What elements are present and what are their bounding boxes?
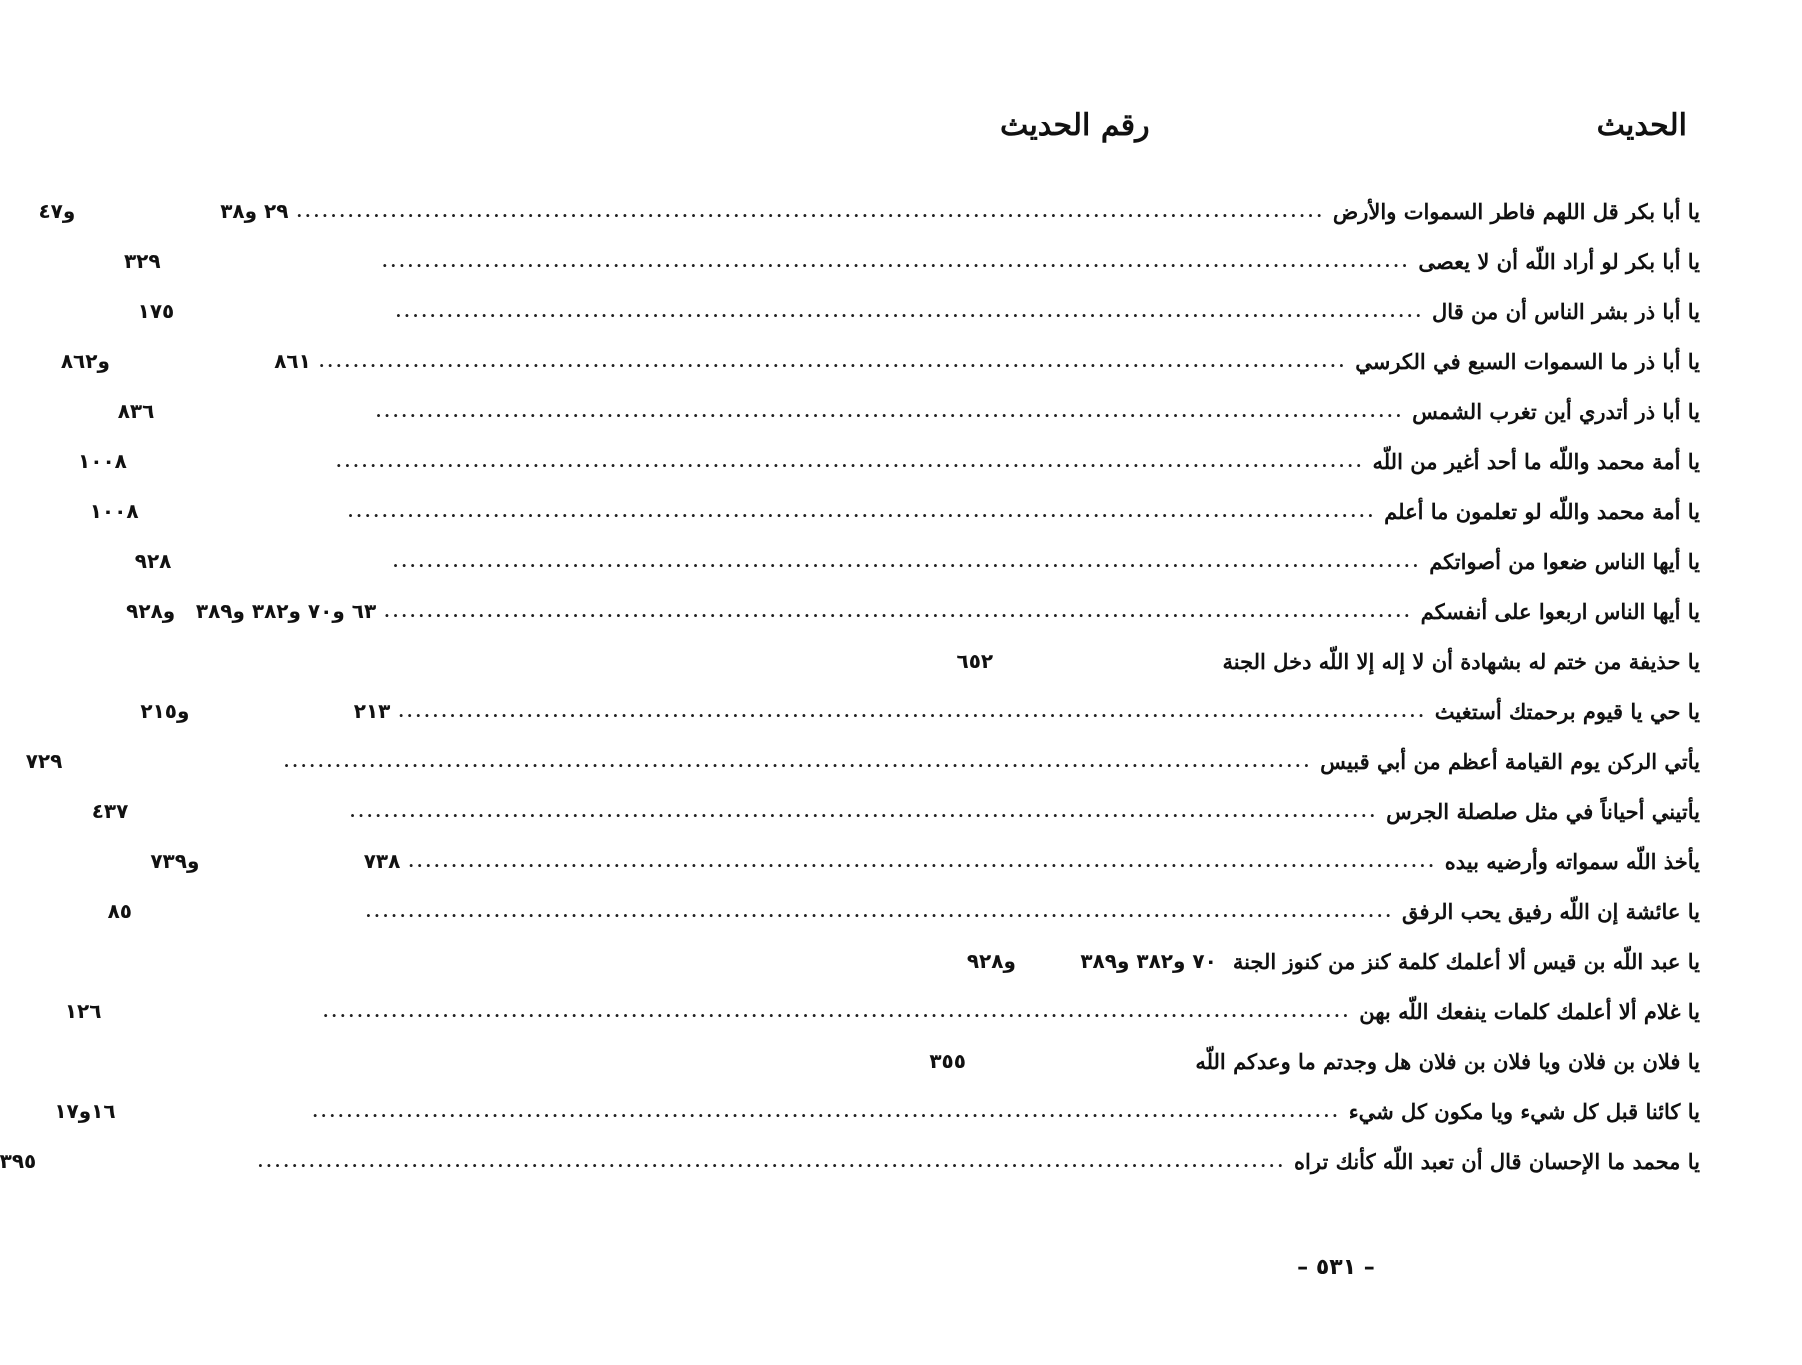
dot-leader: ........................................................................................................................	[296, 201, 1325, 221]
hadith-text: يأخذ اللّه سمواته وأرضيه بيده	[1444, 848, 1700, 874]
index-entry	[123, 236, 1700, 286]
index-entry	[134, 536, 1700, 586]
hadith-text: يا أيها الناس ضعوا من أصواتكم	[1429, 548, 1700, 574]
hadith-text: يا عائشة إن اللّه رفيق يحب الرفق	[1402, 898, 1700, 924]
index-entry	[64, 986, 1700, 1036]
dot-leader: ........................................................................................................................	[384, 601, 1413, 621]
hadith-text: يا حذيفة من ختم له بشهادة أن لا إله إلا اللّه دخل الجنة	[1222, 648, 1700, 674]
dot-leader: ........................................................................................................................	[392, 551, 1422, 571]
hadith-number-secondary: ٦٥٢	[956, 649, 994, 673]
hadith-number-secondary: ١٢٦	[64, 999, 102, 1023]
hadith-numbers	[929, 1049, 1179, 1073]
hadith-text: يأتي الركن يوم القيامة أعظم من أبي قبيس	[1320, 748, 1700, 774]
index-entry	[137, 286, 1700, 336]
hadith-text: يا أمة محمد واللّه ما أحد أغير من اللّه	[1372, 448, 1700, 474]
hadith-number-secondary: و٩٢٨	[966, 949, 1016, 973]
hadith-numbers	[967, 949, 1217, 973]
hadith-number-primary: ٧٣٨	[363, 849, 401, 873]
hadith-numbers	[78, 449, 328, 473]
page-header	[1000, 100, 1687, 150]
hadith-number-secondary: و٧٣٩	[150, 849, 200, 873]
dot-leader: ........................................................................................................................	[347, 501, 1377, 521]
hadith-number-secondary: ١٠٠٨	[89, 499, 139, 523]
hadith-number-secondary: ٤٣٧	[91, 799, 129, 823]
dot-leader: ........................................................................................................................	[408, 851, 1437, 871]
hadith-number-secondary: ٨٣٦	[117, 399, 155, 423]
dot-leader: ........................................................................................................................	[322, 1001, 1352, 1021]
hadith-numbers	[138, 299, 388, 323]
hadith-column-title: الحديث	[1596, 107, 1687, 143]
hadith-text: يا فلان بن فلان ويا فلان بن فلان هل وجدتم ما وعدكم اللّه	[1195, 1048, 1700, 1074]
dot-leader: ........................................................................................................................	[381, 251, 1411, 271]
index-entry	[89, 486, 1700, 536]
hadith-text: يا عبد اللّه بن قيس ألا أعلمك كلمة كنز من كنوز الجنة	[1232, 948, 1700, 974]
hadith-number-secondary: ٣٩٥	[0, 1149, 37, 1173]
hadith-number-column-title: رقم الحديث	[1000, 107, 1150, 143]
hadith-number-secondary: و٢١٥	[140, 699, 190, 723]
hadith-text: يا غلام ألا أعلمك كلمات ينفعك اللّه بهن	[1359, 998, 1700, 1024]
hadith-numbers	[140, 699, 390, 723]
hadith-text: يا أبا ذر بشر الناس أن من قال	[1432, 298, 1700, 324]
index-entry	[126, 586, 1700, 636]
hadith-index-list	[0, 186, 1700, 1186]
hadith-number-secondary: و٩٢٨	[126, 599, 176, 623]
hadith-text: يا كائنا قبل كل شيء ويا مكون كل شيء	[1348, 1098, 1700, 1124]
hadith-number-secondary: ٩٢٨	[134, 549, 172, 573]
hadith-text: يا أبا بكر قل اللهم فاطر السموات والأرض	[1332, 198, 1700, 224]
dot-leader: ........................................................................................................................	[375, 401, 1405, 421]
hadith-text: يا أيها الناس اربعوا على أنفسكم	[1420, 598, 1700, 624]
hadith-text: يا أبا بكر لو أراد اللّه أن لا يعصى	[1418, 248, 1700, 274]
hadith-numbers	[956, 649, 1206, 673]
hadith-numbers	[126, 599, 376, 623]
hadith-numbers	[61, 349, 311, 373]
hadith-number-secondary: و٤٧	[38, 199, 76, 223]
index-entry	[140, 686, 1700, 736]
hadith-numbers	[90, 499, 340, 523]
hadith-text: يأتيني أحياناً في مثل صلصلة الجرس	[1386, 798, 1700, 824]
hadith-number-primary: ٢١٣	[353, 699, 391, 723]
hadith-text: يا حي يا قيوم برحمتك أستغيث	[1434, 698, 1700, 724]
dot-leader: ........................................................................................................................	[283, 751, 1313, 771]
hadith-numbers	[135, 549, 385, 573]
hadith-numbers	[124, 249, 374, 273]
index-entry	[78, 436, 1700, 486]
hadith-number-primary: ٧٠ و٣٨٢ و٣٨٩	[1080, 949, 1217, 973]
hadith-number-secondary: ٣٥٥	[929, 1049, 966, 1073]
index-entry	[929, 1036, 1700, 1086]
hadith-numbers	[0, 1149, 250, 1173]
dot-leader: ........................................................................................................................	[349, 801, 1379, 821]
hadith-text: يا أبا ذر أتدري أين تغرب الشمس	[1412, 398, 1700, 424]
hadith-number-primary: ٢٩ و٣٨	[220, 199, 289, 223]
hadith-numbers	[118, 399, 368, 423]
dot-leader: ........................................................................................................................	[365, 901, 1394, 921]
hadith-number-secondary: و٨٦٢	[60, 349, 110, 373]
hadith-numbers	[65, 999, 315, 1023]
hadith-text: يا محمد ما الإحسان قال أن تعبد اللّه كأنك تراه	[1294, 1148, 1700, 1174]
index-entry	[38, 186, 1700, 236]
index-entry	[956, 636, 1700, 686]
index-entry	[91, 786, 1700, 836]
index-entry	[0, 1136, 1700, 1186]
index-entry	[60, 336, 1700, 386]
dot-leader: ........................................................................................................................	[395, 301, 1425, 321]
hadith-numbers	[108, 899, 358, 923]
hadith-numbers	[26, 749, 276, 773]
hadith-text: يا أبا ذر ما السموات السبع في الكرسي	[1355, 348, 1700, 374]
hadith-number-secondary: ٣٢٩	[123, 249, 161, 273]
hadith-text: يا أمة محمد واللّه لو تعلمون ما أعلم	[1384, 498, 1700, 524]
index-entry	[54, 1086, 1700, 1136]
hadith-number-secondary: ١٠٠٨	[78, 449, 127, 473]
hadith-number-primary: ٨٦١	[274, 349, 311, 373]
dot-leader: ........................................................................................................................	[312, 1101, 1341, 1121]
hadith-numbers	[150, 849, 400, 873]
index-entry	[25, 736, 1700, 786]
dot-leader: ........................................................................................................................	[336, 451, 1365, 471]
hadith-number-secondary: ١٦و١٧	[54, 1099, 116, 1123]
index-entry	[966, 936, 1700, 986]
page-number: – ٥٣١ –	[1297, 1255, 1375, 1280]
dot-leader: ........................................................................................................................	[318, 351, 1348, 371]
dot-leader: ........................................................................................................................	[398, 701, 1427, 721]
index-entry	[117, 386, 1700, 436]
hadith-number-secondary: ٧٢٩	[25, 749, 63, 773]
hadith-numbers	[38, 199, 288, 223]
hadith-numbers	[92, 799, 342, 823]
dot-leader: ........................................................................................................................	[257, 1151, 1287, 1171]
index-entry	[107, 886, 1700, 936]
hadith-number-secondary: ٨٥	[107, 899, 132, 923]
hadith-number-secondary: ١٧٥	[137, 299, 175, 323]
hadith-number-primary: ٦٣ و٧٠ و٣٨٢ و٣٨٩	[195, 599, 377, 623]
index-entry	[150, 836, 1700, 886]
hadith-numbers	[54, 1099, 304, 1123]
